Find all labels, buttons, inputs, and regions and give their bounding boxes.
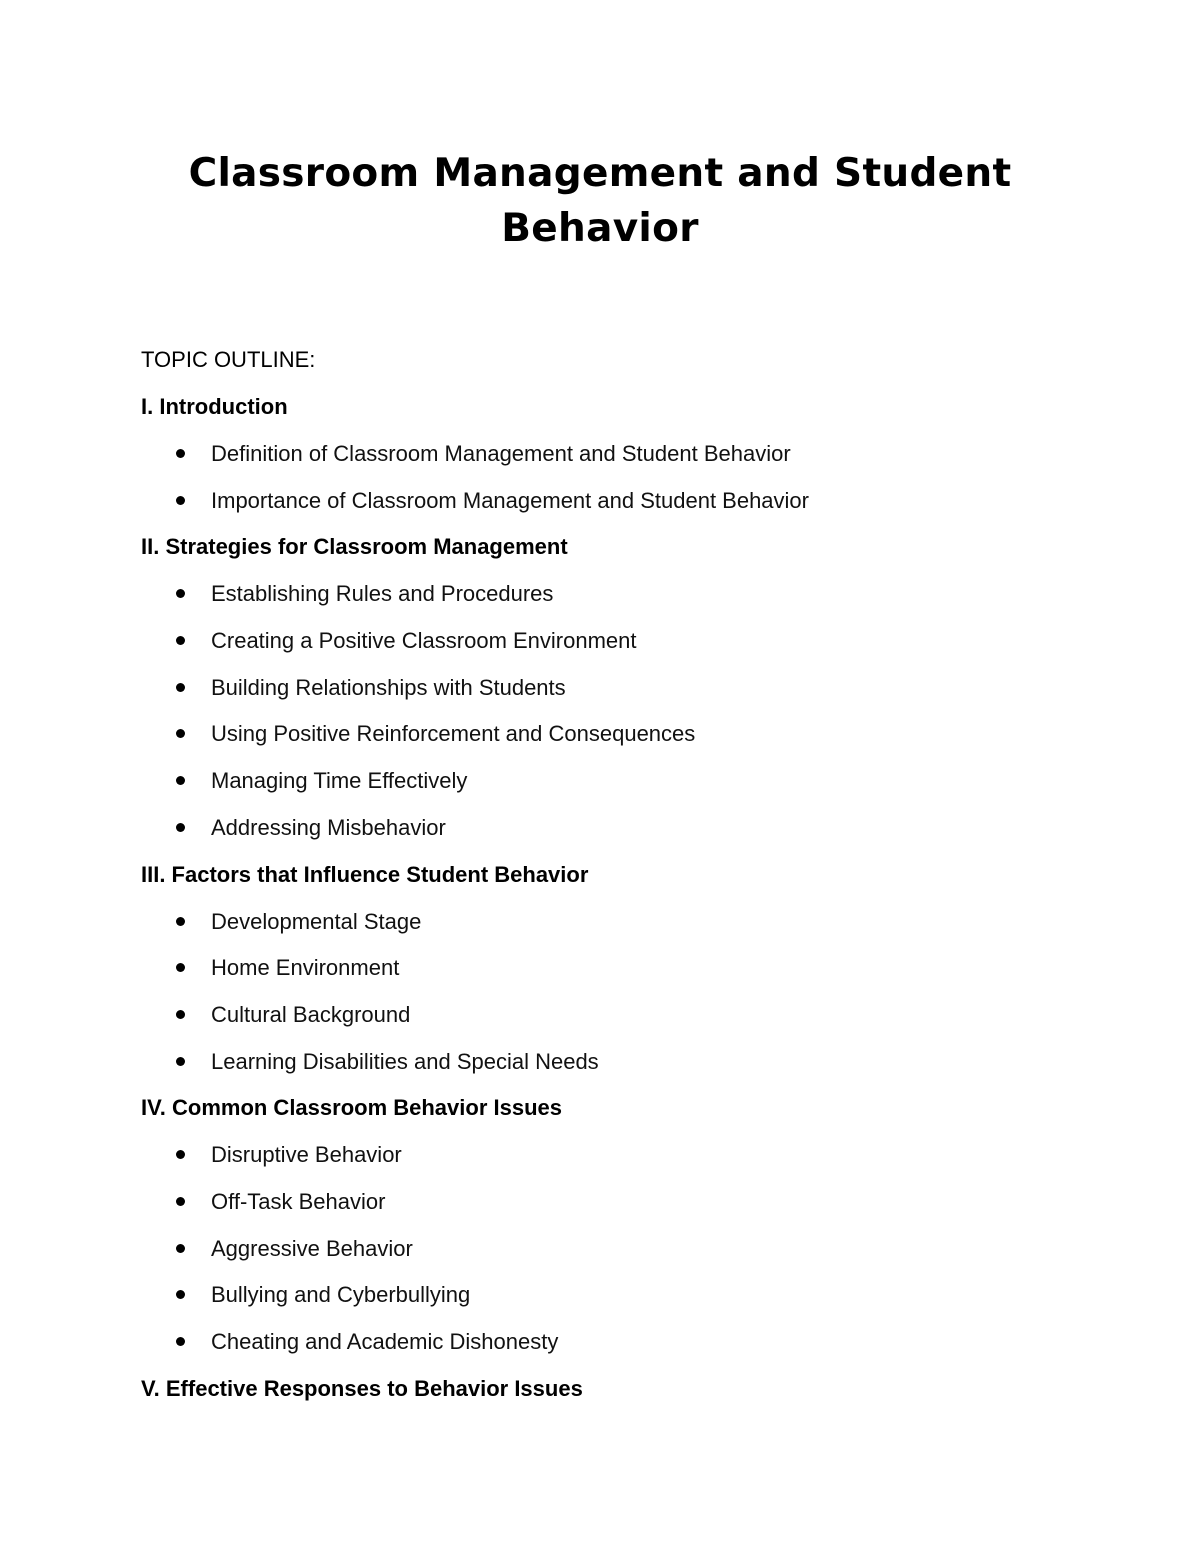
bullet-icon: [176, 496, 185, 505]
bullet-icon: [176, 823, 185, 832]
section-heading: IV. Common Classroom Behavior Issues: [141, 1095, 562, 1121]
list-item: [141, 674, 1101, 721]
list-item: [141, 1281, 1101, 1328]
list-item: [141, 1328, 1101, 1375]
list-item-text: Establishing Rules and Procedures: [211, 581, 554, 607]
bullet-icon: [176, 1010, 185, 1019]
list-item: [141, 720, 1101, 767]
bullet-icon: [176, 1290, 185, 1299]
bullet-list: [141, 908, 1101, 1095]
bullet-icon: [176, 636, 185, 645]
bullet-icon: [176, 917, 185, 926]
list-item-text: Definition of Classroom Management and Student Behavior: [211, 441, 791, 466]
bullet-list: [141, 580, 1101, 860]
list-item-text: Creating a Positive Classroom Environment: [211, 628, 637, 654]
list-item-text: Managing Time Effectively: [211, 768, 468, 794]
list-item-text: Aggressive Behavior: [211, 1235, 413, 1261]
list-item-text: Using Positive Reinforcement and Consequences: [211, 721, 696, 747]
list-item: [141, 954, 1101, 1001]
document-title: Classroom Management and Student Behavior: [188, 151, 1012, 251]
list-item-text: Bullying and Cyberbullying: [211, 1282, 471, 1308]
section-heading: V. Effective Responses to Behavior Issues: [141, 1375, 583, 1401]
list-item: [141, 627, 1101, 674]
bullet-icon: [176, 776, 185, 785]
list-item: [141, 767, 1101, 814]
list-item: [141, 487, 1101, 534]
list-item: [141, 814, 1101, 861]
bullet-list: [141, 1141, 1101, 1374]
outline-section-behavior-issues: [141, 1094, 1101, 1374]
list-item-text: Off-Task Behavior: [211, 1188, 386, 1214]
list-item-text: Cheating and Academic Dishonesty: [211, 1329, 559, 1354]
bullet-icon: [176, 589, 185, 598]
bullet-icon: [176, 683, 185, 692]
bullet-icon: [176, 1244, 185, 1253]
section-heading: II. Strategies for Classroom Management: [141, 534, 568, 560]
list-item-text: Disruptive Behavior: [211, 1142, 402, 1168]
bullet-icon: [176, 963, 185, 972]
bullet-icon: [176, 449, 185, 458]
list-item-text: Cultural Background: [211, 1001, 411, 1027]
list-item: [141, 1235, 1101, 1282]
section-heading: I. Introduction: [141, 394, 288, 419]
bullet-icon: [176, 729, 185, 738]
list-item: [141, 580, 1101, 627]
bullet-icon: [176, 1337, 185, 1346]
bullet-icon: [176, 1197, 185, 1206]
list-item-text: Learning Disabilities and Special Needs: [211, 1048, 599, 1074]
outline-section-introduction: [141, 393, 1101, 533]
list-item: [141, 1001, 1101, 1048]
outline-section-strategies: [141, 533, 1101, 860]
list-item-text: Developmental Stage: [211, 908, 422, 934]
list-item-text: Home Environment: [211, 955, 400, 981]
section-heading: III. Factors that Influence Student Behavior: [141, 861, 589, 887]
outline-label: TOPIC OUTLINE:: [141, 347, 316, 372]
topic-outline: [141, 393, 1101, 1422]
outline-section-effective-responses: [141, 1375, 1101, 1422]
list-item: [141, 1141, 1101, 1188]
bullet-icon: [176, 1150, 185, 1159]
list-item: [141, 1188, 1101, 1235]
bullet-icon: [176, 1057, 185, 1066]
outline-section-factors: [141, 861, 1101, 1095]
list-item-text: Addressing Misbehavior: [211, 814, 446, 840]
list-item: [141, 1048, 1101, 1095]
list-item-text: Importance of Classroom Management and Student Behavior: [211, 487, 809, 513]
list-item-text: Building Relationships with Students: [211, 674, 566, 700]
list-item: [141, 440, 1101, 487]
list-item: [141, 908, 1101, 955]
bullet-list: [141, 440, 1101, 533]
